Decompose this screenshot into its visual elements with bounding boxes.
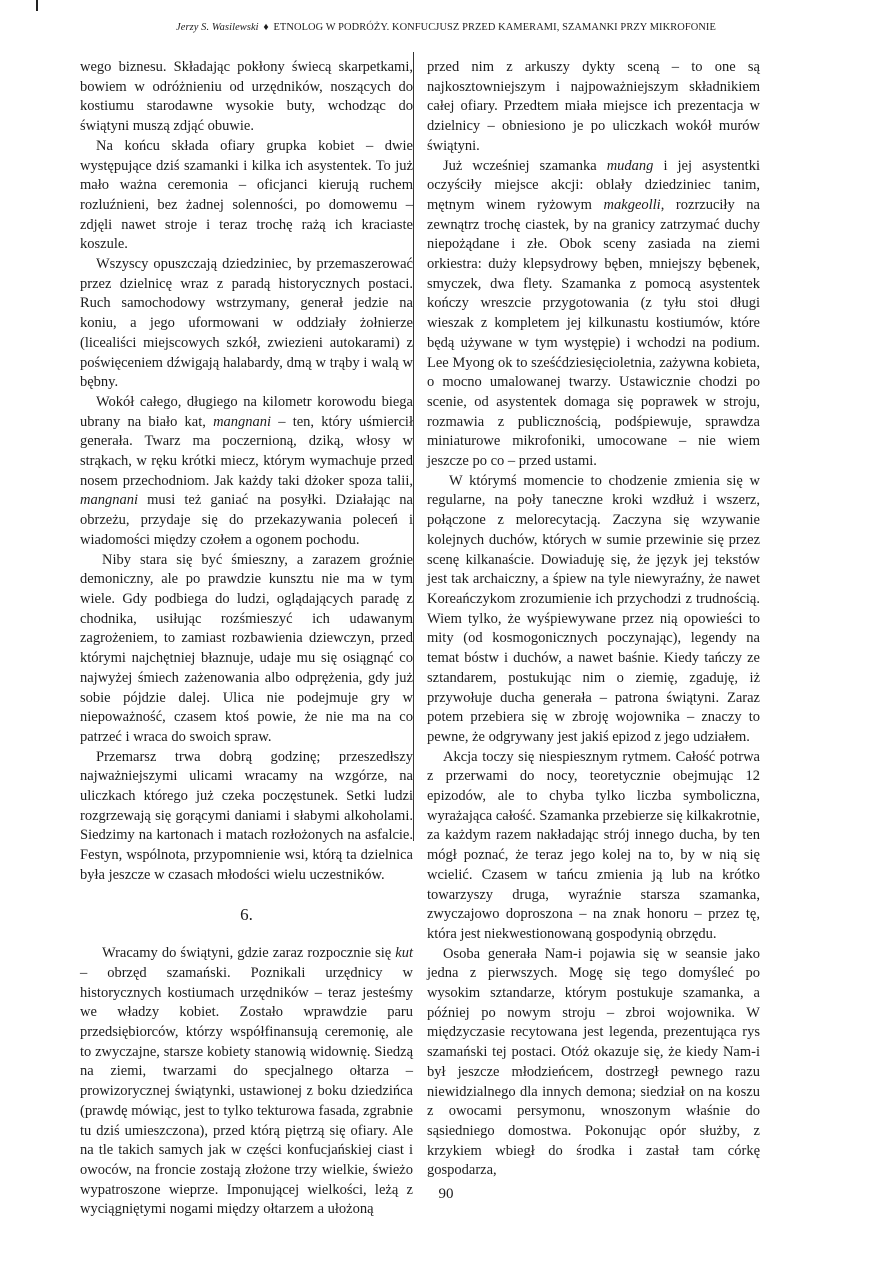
text-run: Wracamy do świątyni, gdzie zaraz rozpocznie się <box>102 945 396 962</box>
header-separator: ♦ <box>263 22 269 33</box>
text-run: Już wcześniej szamanka <box>443 157 607 174</box>
crop-mark <box>36 0 38 11</box>
italic-term: mudang <box>606 157 654 174</box>
paragraph: Przemarsz trwa dobrą godzinę; przeszedłszy najważniejszymi ulicami wracamy na wzgórze, na uliczkach którego już czeka poczęstunek. Setki ludzi rozgrzewają się gorącymi daniami i słabymi alkoholami. Siedzimy na kartonach i matach rozłożonych na asfalcie. Festyn, wspólnota, przypomnienie wsi, którą ta dzielnica była jeszcze w czasach młodości wielu uczestników. <box>80 748 413 883</box>
column-divider <box>413 52 414 841</box>
text-run: – ten, który uśmiercił generała. Twarz ma poczernioną, dziką, włosy w strąkach, w ręku krótki miecz, którym wymachuje przed nosem przechodniom. Jak każdy taki dżoker spoza talii, <box>80 413 413 489</box>
text-run: musi też ganiać na posyłki. Działając na obrzeżu, przydaje się do przekazywania poleceń i wiadomości między czołem a ogonem pochodu. <box>80 492 413 548</box>
text-run: Wokół całego, długiego na kilometr korowodu biega ubrany na biało kat, <box>80 393 413 430</box>
italic-term: mangnani <box>213 413 272 430</box>
paragraph <box>427 157 760 472</box>
text-run: , rozrzuciły na zewnątrz trochę ciastek, by na granicy zatrzymać duchy niepożądane i złe. Obok sceny zasiada na ziemi orkiestra: duży klepsydrowy bęben, mniejszy bębenek, smyczek, dwa flety. Szamanka z pomocą asystentek kończy wreszcie przygotowania (z tyłu stoi długi wieszak z kompletem jej kilkunastu kostiumów, które będą używane w tym występie) i wchodzi na podium. Lee Myong ok to sześćdziesięcioletnia, zażywna kobieta, o mocno umalowanej twarzy. Ustawicznie chodzi po scenie, od asystentek domaga się poprawek w stroju, rozmawia z publicznością, podśpiewuje, sprawdza miniaturowe mikrofoniki, umocowane – nie wiem jeszcze po co – przed ustami. <box>427 196 760 470</box>
paragraph: Niby stara się być śmieszny, a zarazem groźnie demoniczny, ale po prawdzie kunsztu nie ma w tym wiele. Gdy podbiega do ludzi, oglądających paradę z chodnika, usiłując rozśmieszyć ich udawanym zagrożeniem, to zamiast rozbawienia dziewczyn, przed którymi najchętniej błaznuje, udaje mu się osiągnąć co najwyżej śmiech zażenowania albo odprężenia, gdy już sobie pójdzie dalej. Ulica nie podejmuje gry w niepoważność, czasem ktoś powie, że nie ma na co patrzeć i wraca do swoich spraw. <box>80 551 413 745</box>
page-number: 90 <box>438 1186 454 1202</box>
header-author: Jerzy S. Wasilewski <box>176 22 259 33</box>
italic-term: kut <box>395 945 413 962</box>
paragraph: Na końcu składa ofiary grupka kobiet – dwie występujące dziś szamanki i kilka ich asystentek. To już mało ważna ceremonia – oficjanci kierują ruchem rozluźnieni, bez żadnej solenności, po domowemu – zdjęli nawet stroje i teraz trochę rażą ich kraciaste koszule. <box>80 137 413 253</box>
section-number: 6. <box>240 904 253 924</box>
paragraph: wego biznesu. Składając pokłony świecą skarpetkami, bowiem w odróżnieniu od urzędników, noszących do kostiumu starodawne wysokie buty, wchodząc do świątyni muszą zdjąć obuwie. <box>80 59 413 135</box>
paragraph: Osoba generała Nam-i pojawia się w seansie jako jedna z pierwszych. Mogę się tego domyśleć po wysokim sztandarze, którym postukuje szamanka, a później po nowym stroju – zbroi wojownika. W międzyczasie recytowana jest legenda, prezentująca rys szamański tej postaci. Otóż okazuje się, że kiedy Nam-i był jeszcze młodzieńcem, dostrzegł pewnego razu niewidzialnego dla innych demona; siedział on na koszu z owocami persymonu, wnoszonym właśnie do sąsiedniego domostwa. Pokonując opór służby, z krzykiem wbiegł do środka i zastał tam córkę gospodarza, <box>427 945 760 1179</box>
right-column <box>427 58 760 1181</box>
italic-term: makgeolli <box>603 196 661 213</box>
text-run: i jej asystentki oczyściły miejsce akcji: oblały dziedziniec tanim, mętnym winem ryżowym <box>427 157 760 213</box>
paragraph: W którymś momencie to chodzenie zmienia się w regularne, na poły taneczne kroki wzdłuż i wszerz, połączone z melorecytacją. Zaczyna się wzywanie kolejnych duchów, których w sumie przewinie się przez scenę kilkanaście. Dowiaduję się, że język jej tekstów jest tak archaiczny, a śpiew na tyle niewyraźny, że nawet Koreańczykom zrozumienie ich przychodzi z trudnością. Wiem tylko, że wyśpiewywane przez nią opowieści to mity (od kosmogonicznych poczynając), legendy na temat bóstw i duchów, a nawet baśnie. Kiedy tańczy ze sztandarem, postukując nim o ziemię, zgaduję, iż przywołuje ducha generała – patrona świątyni. Zaraz potem przebiera się w zbroję wojownika – znaczy to pewne, że odgrywany jest jakiś epizod z jego udziałem. <box>427 472 760 745</box>
paragraph <box>80 944 413 1220</box>
text-run: – obrzęd szamański. Poznikali urzędnicy w historycznych kostiumach urzędników – teraz jesteśmy we władzy kobiet. Zostało wprawdzie paru przedsiębiorców, którzy współfinansują ceremonię, ale to zwyczajne, starsze kobiety stanowią widownię. Siedzą na ziemi, twarzami do specjalnego ołtarza – prowizorycznej świątynki, ustawionej z boku dziedzińca (prawdę mówiąc, jest to tylko tekturowa fasada, zgrabnie tu dziś umieszczona), przed którą piętrzą się ofiary. Ale na tle takich samych jak w części konfucjańskiej ciast i owoców, na froncie zostają złożone trzy wielkie, świeżo wypatroszone wieprze. Imponującej wielkości, leżą z wyciągniętymi nogami między ołtarzem a ułożoną <box>80 964 413 1218</box>
paragraph: Wszyscy opuszczają dziedziniec, by przemaszerować przez dzielnicę wraz z paradą historycznych postaci. Ruch samochodowy wstrzymany, generał jedzie na koniu, a jego uformowani w oddziały żołnierze (licealiści miejscowych szkół, zwiezieni autokarami) z poświęceniem dźwigają halabardy, dmą w trąby i walą w bębny. <box>80 256 413 391</box>
left-column <box>80 58 413 1220</box>
paragraph <box>80 393 413 551</box>
header-title: ETNOLOG W PODRÓŻY. KONFUCJUSZ PRZED KAMERAMI, SZAMANKI PRZY MIKROFONIE <box>273 22 716 33</box>
paragraph: Akcja toczy się niespiesznym rytmem. Całość potrwa z przerwami do nocy, teoretycznie obejmując 12 epizodów, ale to chyba tylko liczba symboliczna, wyrażająca całość. Szamanka przebierze się kilkakrotnie, za każdym razem nakładając strój innego ducha, by ten mógł poznać, że teraz jego kolej na to, by w nią się wcielić. Czasem w tańcu zmienia ją lub na krótko towarzyszy druga, wyraźnie starsza szamanka, zwyczajowo doproszona – na znak honoru – przez tę, która jest niekwestionowaną gospodynią obrzędu. <box>427 748 760 942</box>
paragraph: przed nim z arkuszy dykty sceną – to one są najkosztowniejszym i najpoważniejszym składnikiem całej ofiary. Przedtem miała miejsce ich prezentacja w dzielnicy – obniesiono je po uliczkach wokół murów świątyni. <box>427 59 760 154</box>
running-header <box>0 22 892 33</box>
italic-term: mangnani <box>80 492 138 509</box>
